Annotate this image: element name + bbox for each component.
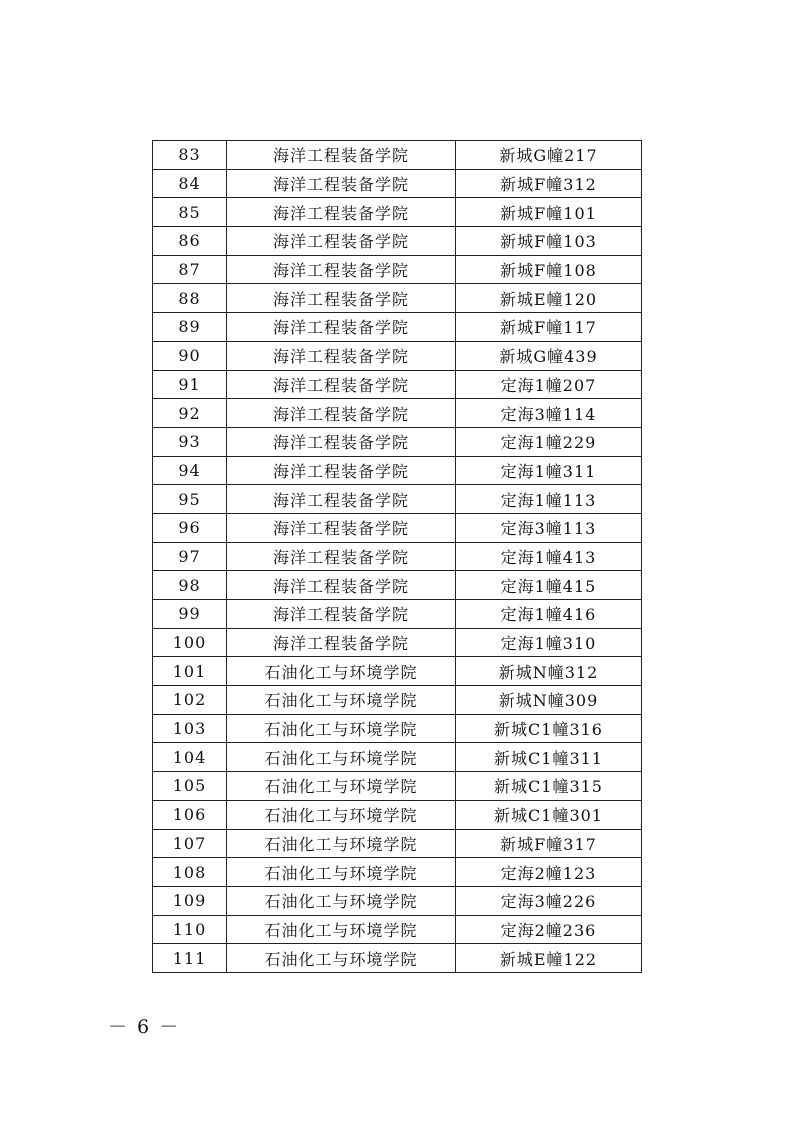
- table-row: [153, 714, 642, 743]
- college-cell: 石油化工与环境学院: [227, 886, 456, 915]
- row-number-cell: 102: [153, 686, 227, 715]
- college-cell: 海洋工程装备学院: [227, 628, 456, 657]
- room-cell: 新城C1幢316: [456, 714, 642, 743]
- room-cell: 定海1幢416: [456, 600, 642, 629]
- table-row: [153, 657, 642, 686]
- table-row: [153, 829, 642, 858]
- row-number-cell: 84: [153, 169, 227, 198]
- college-cell: 海洋工程装备学院: [227, 370, 456, 399]
- room-cell: 定海1幢415: [456, 571, 642, 600]
- row-number-cell: 106: [153, 800, 227, 829]
- room-cell: 新城F幢103: [456, 227, 642, 256]
- row-number-cell: 91: [153, 370, 227, 399]
- table-row: [153, 513, 642, 542]
- table-row: [153, 600, 642, 629]
- room-cell: 新城E幢122: [456, 944, 642, 973]
- room-cell: 定海1幢413: [456, 542, 642, 571]
- college-cell: 海洋工程装备学院: [227, 198, 456, 227]
- row-number-cell: 103: [153, 714, 227, 743]
- college-cell: 海洋工程装备学院: [227, 284, 456, 313]
- table-row: [153, 313, 642, 342]
- table-row: [153, 141, 642, 170]
- room-cell: 定海1幢311: [456, 456, 642, 485]
- college-cell: 海洋工程装备学院: [227, 341, 456, 370]
- table-row: [153, 284, 642, 313]
- row-number-cell: 85: [153, 198, 227, 227]
- row-number-cell: 99: [153, 600, 227, 629]
- room-table: [152, 140, 642, 973]
- college-cell: 石油化工与环境学院: [227, 714, 456, 743]
- college-cell: 石油化工与环境学院: [227, 858, 456, 887]
- college-cell: 石油化工与环境学院: [227, 829, 456, 858]
- college-cell: 石油化工与环境学院: [227, 686, 456, 715]
- row-number-cell: 93: [153, 427, 227, 456]
- table-row: [153, 743, 642, 772]
- room-cell: 新城C1幢301: [456, 800, 642, 829]
- college-cell: 海洋工程装备学院: [227, 513, 456, 542]
- table-row: [153, 800, 642, 829]
- row-number-cell: 97: [153, 542, 227, 571]
- room-cell: 新城G幢439: [456, 341, 642, 370]
- college-cell: 石油化工与环境学院: [227, 915, 456, 944]
- college-cell: 石油化工与环境学院: [227, 772, 456, 801]
- college-cell: 海洋工程装备学院: [227, 485, 456, 514]
- row-number-cell: 92: [153, 399, 227, 428]
- college-cell: 海洋工程装备学院: [227, 313, 456, 342]
- row-number-cell: 109: [153, 886, 227, 915]
- table-row: [153, 858, 642, 887]
- room-cell: 定海1幢113: [456, 485, 642, 514]
- college-cell: 石油化工与环境学院: [227, 944, 456, 973]
- table-row: [153, 542, 642, 571]
- table-row: [153, 915, 642, 944]
- row-number-cell: 83: [153, 141, 227, 170]
- row-number-cell: 105: [153, 772, 227, 801]
- table-row: [153, 485, 642, 514]
- table-row: [153, 456, 642, 485]
- row-number-cell: 88: [153, 284, 227, 313]
- room-cell: 定海1幢310: [456, 628, 642, 657]
- table-row: [153, 427, 642, 456]
- room-cell: 新城F幢317: [456, 829, 642, 858]
- college-cell: 石油化工与环境学院: [227, 743, 456, 772]
- row-number-cell: 107: [153, 829, 227, 858]
- college-cell: 海洋工程装备学院: [227, 255, 456, 284]
- row-number-cell: 111: [153, 944, 227, 973]
- room-cell: 新城F幢108: [456, 255, 642, 284]
- room-cell: 新城C1幢311: [456, 743, 642, 772]
- room-cell: 定海2幢236: [456, 915, 642, 944]
- table-row: [153, 772, 642, 801]
- college-cell: 海洋工程装备学院: [227, 600, 456, 629]
- row-number-cell: 98: [153, 571, 227, 600]
- row-number-cell: 89: [153, 313, 227, 342]
- room-cell: 定海1幢207: [456, 370, 642, 399]
- row-number-cell: 100: [153, 628, 227, 657]
- college-cell: 石油化工与环境学院: [227, 800, 456, 829]
- college-cell: 海洋工程装备学院: [227, 542, 456, 571]
- college-cell: 海洋工程装备学院: [227, 427, 456, 456]
- room-cell: 新城N幢309: [456, 686, 642, 715]
- table-row: [153, 944, 642, 973]
- college-cell: 海洋工程装备学院: [227, 456, 456, 485]
- table-row: [153, 886, 642, 915]
- room-table-body: [153, 141, 642, 973]
- table-row: [153, 370, 642, 399]
- college-cell: 海洋工程装备学院: [227, 227, 456, 256]
- table-row: [153, 628, 642, 657]
- row-number-cell: 90: [153, 341, 227, 370]
- table-row: [153, 198, 642, 227]
- room-cell: 定海2幢123: [456, 858, 642, 887]
- room-cell: 定海1幢229: [456, 427, 642, 456]
- college-cell: 海洋工程装备学院: [227, 169, 456, 198]
- row-number-cell: 95: [153, 485, 227, 514]
- row-number-cell: 87: [153, 255, 227, 284]
- room-cell: 新城C1幢315: [456, 772, 642, 801]
- page-number: － 6 －: [108, 1016, 181, 1038]
- table-row: [153, 686, 642, 715]
- room-cell: 新城F幢117: [456, 313, 642, 342]
- row-number-cell: 96: [153, 513, 227, 542]
- row-number-cell: 86: [153, 227, 227, 256]
- room-cell: 新城G幢217: [456, 141, 642, 170]
- table-row: [153, 255, 642, 284]
- table-row: [153, 399, 642, 428]
- row-number-cell: 101: [153, 657, 227, 686]
- college-cell: 海洋工程装备学院: [227, 141, 456, 170]
- room-cell: 定海3幢114: [456, 399, 642, 428]
- room-cell: 定海3幢113: [456, 513, 642, 542]
- row-number-cell: 110: [153, 915, 227, 944]
- room-cell: 定海3幢226: [456, 886, 642, 915]
- college-cell: 石油化工与环境学院: [227, 657, 456, 686]
- row-number-cell: 108: [153, 858, 227, 887]
- table-row: [153, 571, 642, 600]
- table-row: [153, 169, 642, 198]
- row-number-cell: 104: [153, 743, 227, 772]
- college-cell: 海洋工程装备学院: [227, 571, 456, 600]
- room-cell: 新城F幢312: [456, 169, 642, 198]
- college-cell: 海洋工程装备学院: [227, 399, 456, 428]
- room-cell: 新城N幢312: [456, 657, 642, 686]
- table-row: [153, 341, 642, 370]
- room-cell: 新城E幢120: [456, 284, 642, 313]
- row-number-cell: 94: [153, 456, 227, 485]
- room-cell: 新城F幢101: [456, 198, 642, 227]
- table-row: [153, 227, 642, 256]
